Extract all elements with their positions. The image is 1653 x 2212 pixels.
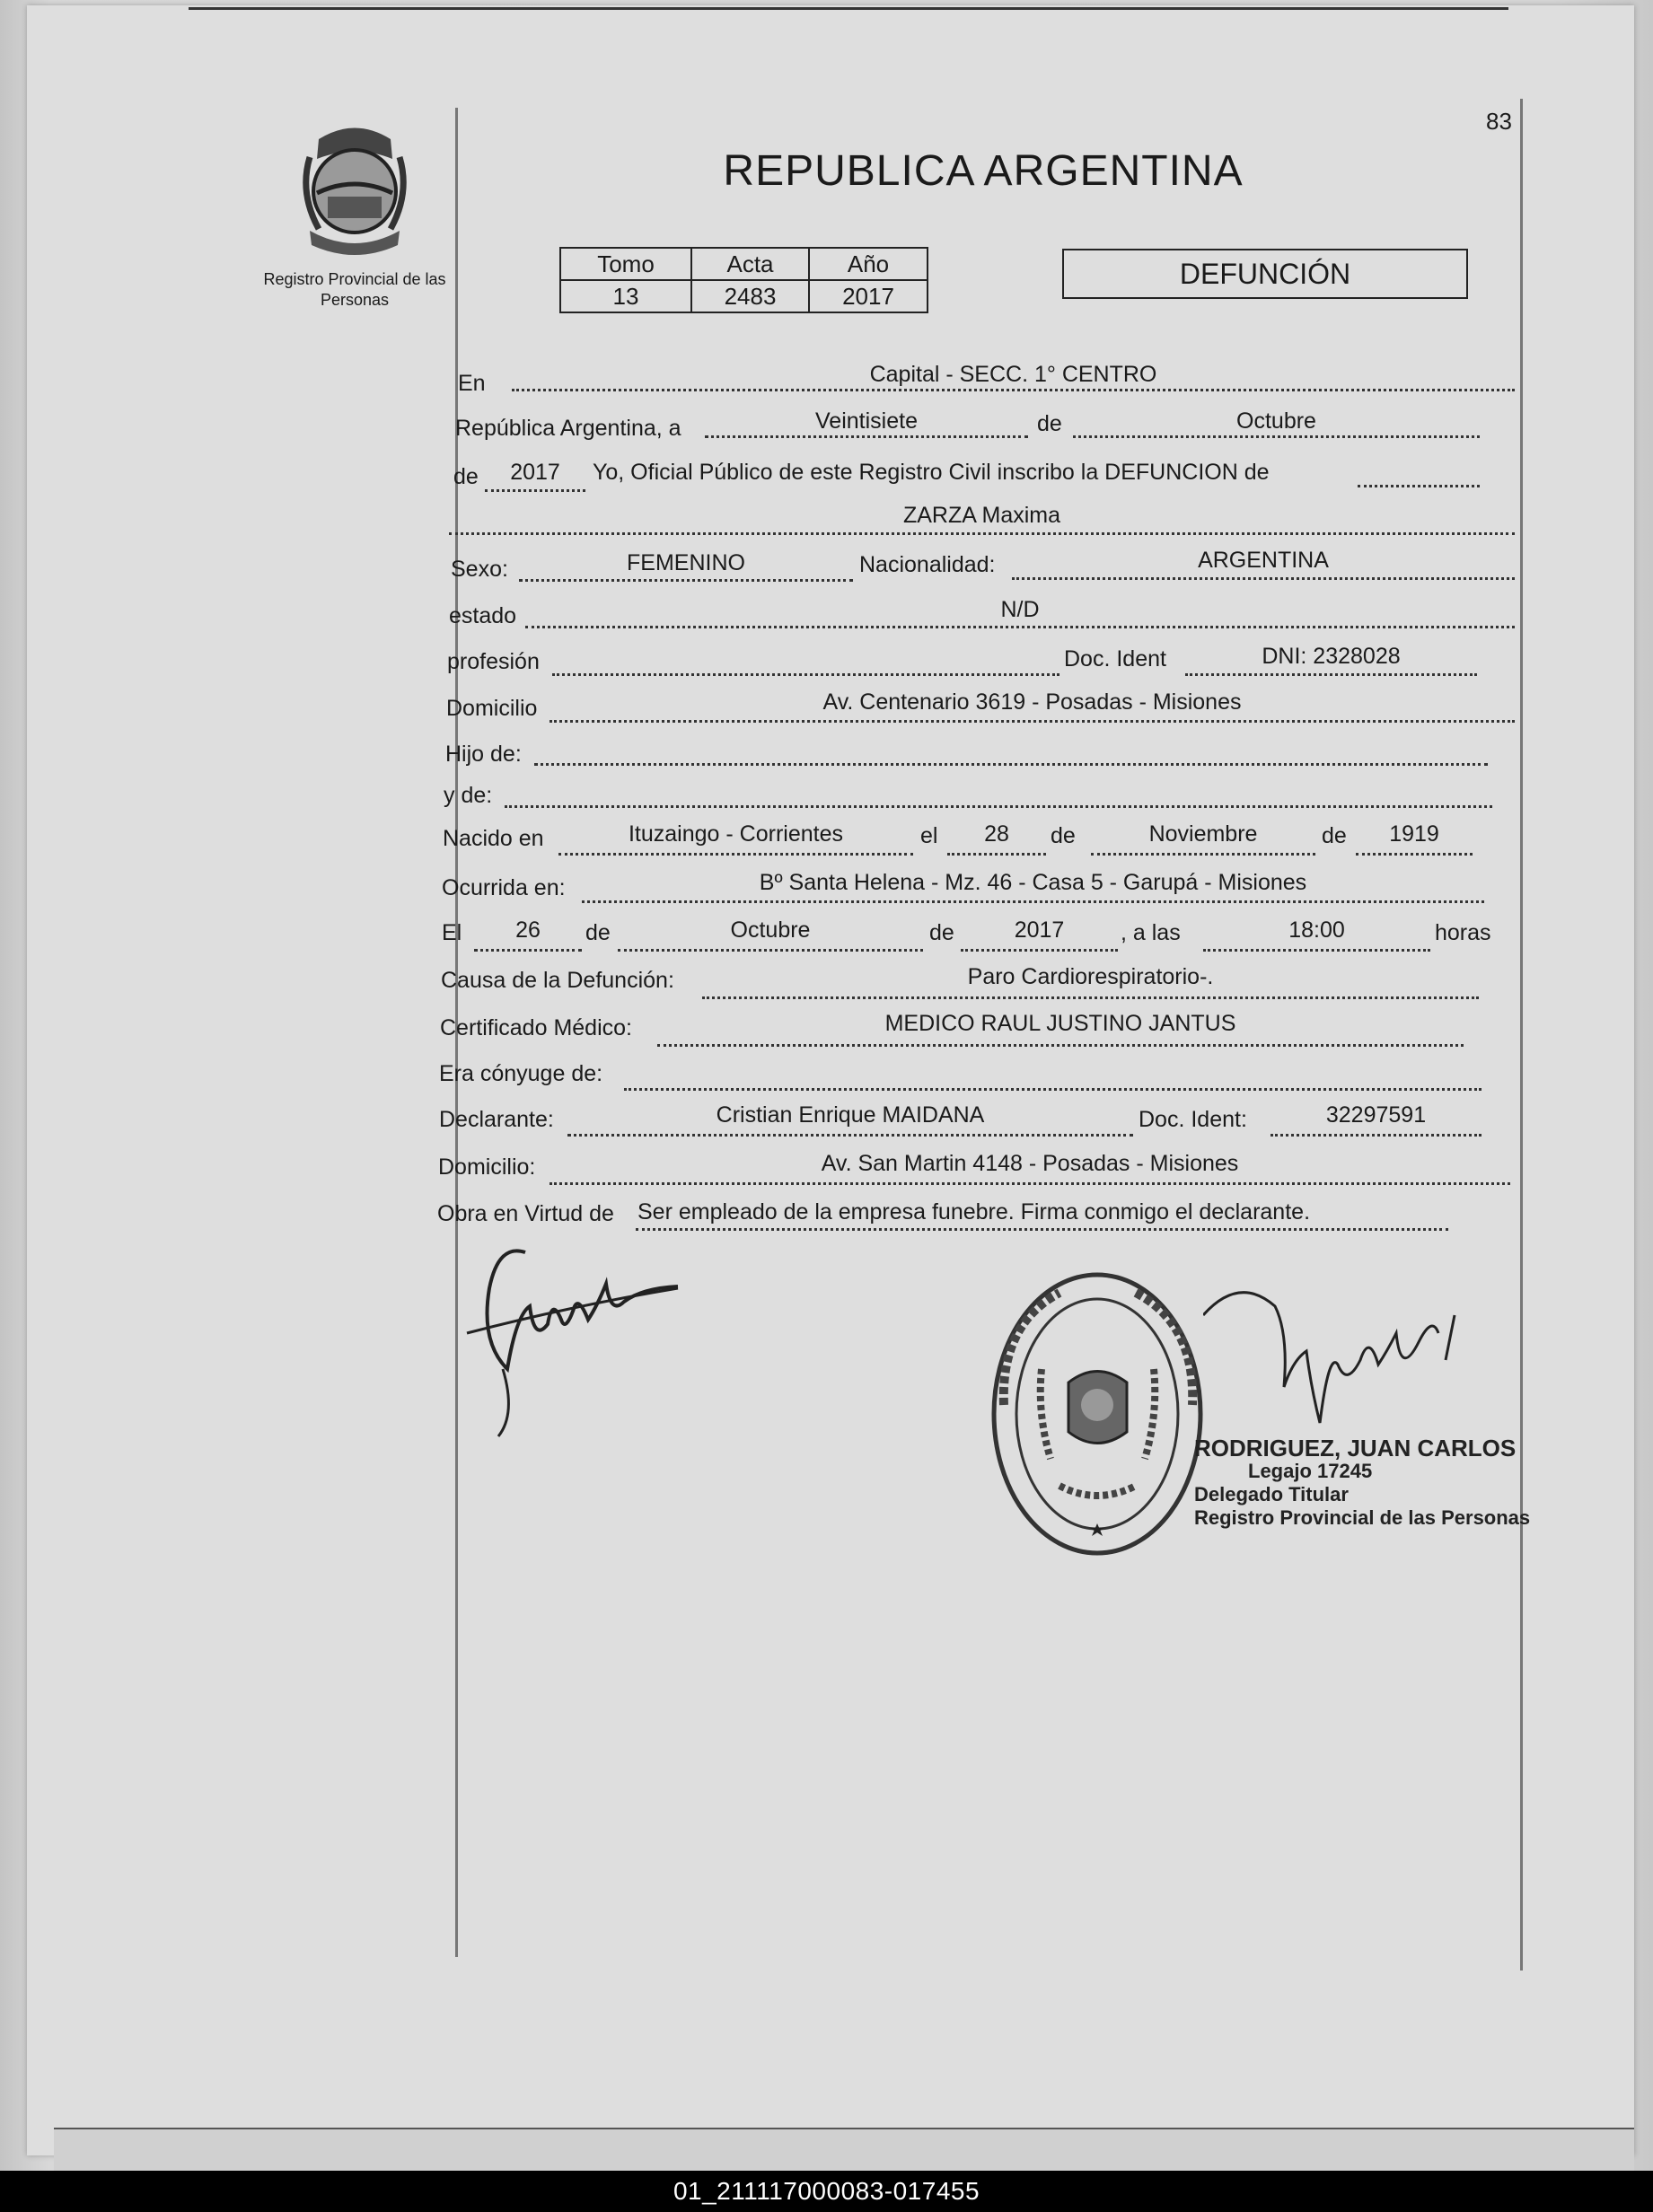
- en-label: En: [458, 371, 486, 396]
- filler-dotted-line: [1358, 485, 1480, 487]
- de-label-2: de: [453, 464, 479, 489]
- sexo-value: FEMENINO: [627, 550, 745, 575]
- estado-label: estado: [449, 603, 517, 628]
- anio-acta-value: 2017: [510, 460, 560, 485]
- ocurrida-en-dotted-line: [582, 900, 1484, 903]
- ocurrida-en-value: Bº Santa Helena - Mz. 46 - Casa 5 - Garupá - Misiones: [759, 870, 1307, 895]
- provincia-misiones-seal-icon: [292, 121, 418, 256]
- declarante-doc-label: Doc. Ident:: [1139, 1107, 1247, 1132]
- nacido-en-dotted-line: [558, 853, 913, 856]
- defuncion-dia-dotted-line: [474, 949, 582, 952]
- y-de-label: y de:: [444, 783, 493, 808]
- issuing-organization: Registro Provincial de las Personas: [263, 270, 446, 309]
- de-label-4: de: [1322, 823, 1347, 848]
- estado-dotted-line: [525, 626, 1515, 628]
- nacido-anio-dotted-line: [1356, 853, 1473, 856]
- declarante-domicilio-dotted-line: [550, 1182, 1510, 1185]
- record-type-box: DEFUNCIÓN: [1062, 249, 1468, 299]
- estado-value: N/D: [1000, 597, 1040, 622]
- declarante-domicilio-value: Av. San Martin 4148 - Posadas - Misiones: [821, 1151, 1239, 1176]
- acta-label: Acta: [691, 248, 809, 280]
- declarante-doc-value: 32297591: [1325, 1102, 1427, 1128]
- el-cap-label: El: [442, 920, 462, 945]
- tomo-value: 13: [560, 280, 691, 312]
- tomo-label: Tomo: [560, 248, 691, 280]
- declarante-domicilio-label: Domicilio:: [438, 1154, 536, 1180]
- official-name-stamp: [1194, 1436, 1530, 1530]
- tomo-acta-anio-table: [559, 247, 928, 313]
- document-page: [27, 5, 1634, 2155]
- official-name: RODRIGUEZ, JUAN CARLOS: [1194, 1435, 1517, 1462]
- profesion-label: profesión: [447, 649, 540, 674]
- nacido-dia-value: 28: [984, 821, 1009, 847]
- official-legajo: Legajo 17245: [1248, 1460, 1373, 1482]
- right-margin-rule: [1520, 99, 1523, 1971]
- causa-label: Causa de la Defunción:: [441, 968, 674, 993]
- footer-document-id: 01_211117000083-017455: [673, 2177, 980, 2205]
- doc-ident-label: Doc. Ident: [1064, 646, 1166, 672]
- obra-value: Ser empleado de la empresa funebre. Firma conmigo el declarante.: [637, 1199, 1311, 1224]
- defuncion-mes-dotted-line: [618, 949, 923, 952]
- nacido-mes-value: Noviembre: [1148, 821, 1258, 847]
- republica-label: República Argentina, a: [455, 416, 681, 441]
- nombre-dotted-line: [449, 532, 1515, 535]
- doc-ident-value: DNI: 2328028: [1262, 644, 1401, 669]
- el-label: el: [920, 823, 938, 848]
- profesion-dotted-line: [552, 673, 1060, 676]
- official-institucion: Registro Provincial de las Personas: [1194, 1506, 1531, 1529]
- defuncion-mes-value: Octubre: [730, 917, 811, 943]
- declarante-value: Cristian Enrique MAIDANA: [716, 1102, 985, 1128]
- certificado-label: Certificado Médico:: [440, 1015, 632, 1040]
- nacido-mes-dotted-line: [1091, 853, 1315, 856]
- de-label-3: de: [1051, 823, 1076, 848]
- defuncion-dia-value: 26: [515, 917, 541, 943]
- declarante-doc-dotted-line: [1271, 1134, 1482, 1137]
- hijo-de-label: Hijo de:: [445, 742, 522, 767]
- dia-dotted-line: [705, 435, 1028, 438]
- a-las-label: , a las: [1121, 920, 1181, 945]
- anio-acta-dotted-line: [485, 489, 585, 492]
- conyuge-label: Era cónyuge de:: [439, 1061, 603, 1086]
- domicilio-label: Domicilio: [446, 696, 538, 721]
- nacionalidad-label: Nacionalidad:: [859, 552, 996, 577]
- sexo-dotted-line: [519, 579, 853, 582]
- nacionalidad-dotted-line: [1012, 577, 1515, 580]
- declarante-label: Declarante:: [439, 1107, 554, 1132]
- mes-texto-value: Octubre: [1236, 408, 1316, 434]
- mes-dotted-line: [1073, 435, 1480, 438]
- acta-value: 2483: [691, 280, 809, 312]
- ocurrida-en-label: Ocurrida en:: [442, 875, 566, 900]
- y-de-dotted-line: [505, 805, 1492, 808]
- de-label-6: de: [929, 920, 954, 945]
- dia-texto-value: Veintisiete: [815, 408, 918, 434]
- horas-label: horas: [1435, 920, 1491, 945]
- declarante-dotted-line: [567, 1134, 1133, 1137]
- anio-label: Año: [809, 248, 928, 280]
- defuncion-anio-value: 2017: [1014, 917, 1065, 943]
- domicilio-dotted-line: [550, 720, 1515, 723]
- certificado-dotted-line: [657, 1044, 1464, 1047]
- declarant-signature: [462, 1234, 682, 1441]
- nacido-en-value: Ituzaingo - Corrientes: [628, 821, 843, 847]
- defuncion-hora-value: 18:00: [1288, 917, 1345, 943]
- nombre-value: ZARZA Maxima: [902, 503, 1061, 528]
- page-number: 83: [1486, 108, 1512, 135]
- doc-ident-dotted-line: [1185, 673, 1477, 676]
- conyuge-dotted-line: [624, 1088, 1482, 1091]
- causa-dotted-line: [702, 996, 1479, 999]
- document-title: REPUBLICA ARGENTINA: [723, 147, 1244, 195]
- nacionalidad-value: ARGENTINA: [1198, 548, 1329, 573]
- hijo-de-dotted-line: [534, 763, 1488, 766]
- yo-oficial-text: Yo, Oficial Público de este Registro Civil inscribo la DEFUNCION de: [593, 460, 1270, 485]
- defuncion-anio-dotted-line: [961, 949, 1118, 952]
- causa-value: Paro Cardiorespiratorio-.: [967, 964, 1214, 989]
- lugar-dotted-line: [512, 389, 1515, 391]
- sexo-label: Sexo:: [451, 557, 508, 582]
- nacido-en-label: Nacido en: [443, 826, 544, 851]
- underlying-page-strip: [54, 2128, 1634, 2172]
- de-label-5: de: [585, 920, 611, 945]
- domicilio-value: Av. Centenario 3619 - Posadas - Misiones: [822, 689, 1242, 715]
- nacido-dia-dotted-line: [947, 853, 1046, 856]
- anio-value: 2017: [809, 280, 928, 312]
- nacido-anio-value: 1919: [1389, 821, 1439, 847]
- obra-dotted-line: [636, 1228, 1448, 1231]
- official-signature: [1203, 1279, 1473, 1432]
- de-label-1: de: [1037, 411, 1062, 436]
- registro-provincial-official-stamp: [988, 1270, 1208, 1558]
- certificado-value: MEDICO RAUL JUSTINO JANTUS: [884, 1011, 1236, 1036]
- defuncion-hora-dotted-line: [1203, 949, 1430, 952]
- underlying-page-edge: [189, 0, 1508, 10]
- lugar-value: Capital - SECC. 1° CENTRO: [869, 362, 1157, 387]
- official-cargo: Delegado Titular: [1194, 1483, 1349, 1505]
- obra-label: Obra en Virtud de: [437, 1201, 614, 1226]
